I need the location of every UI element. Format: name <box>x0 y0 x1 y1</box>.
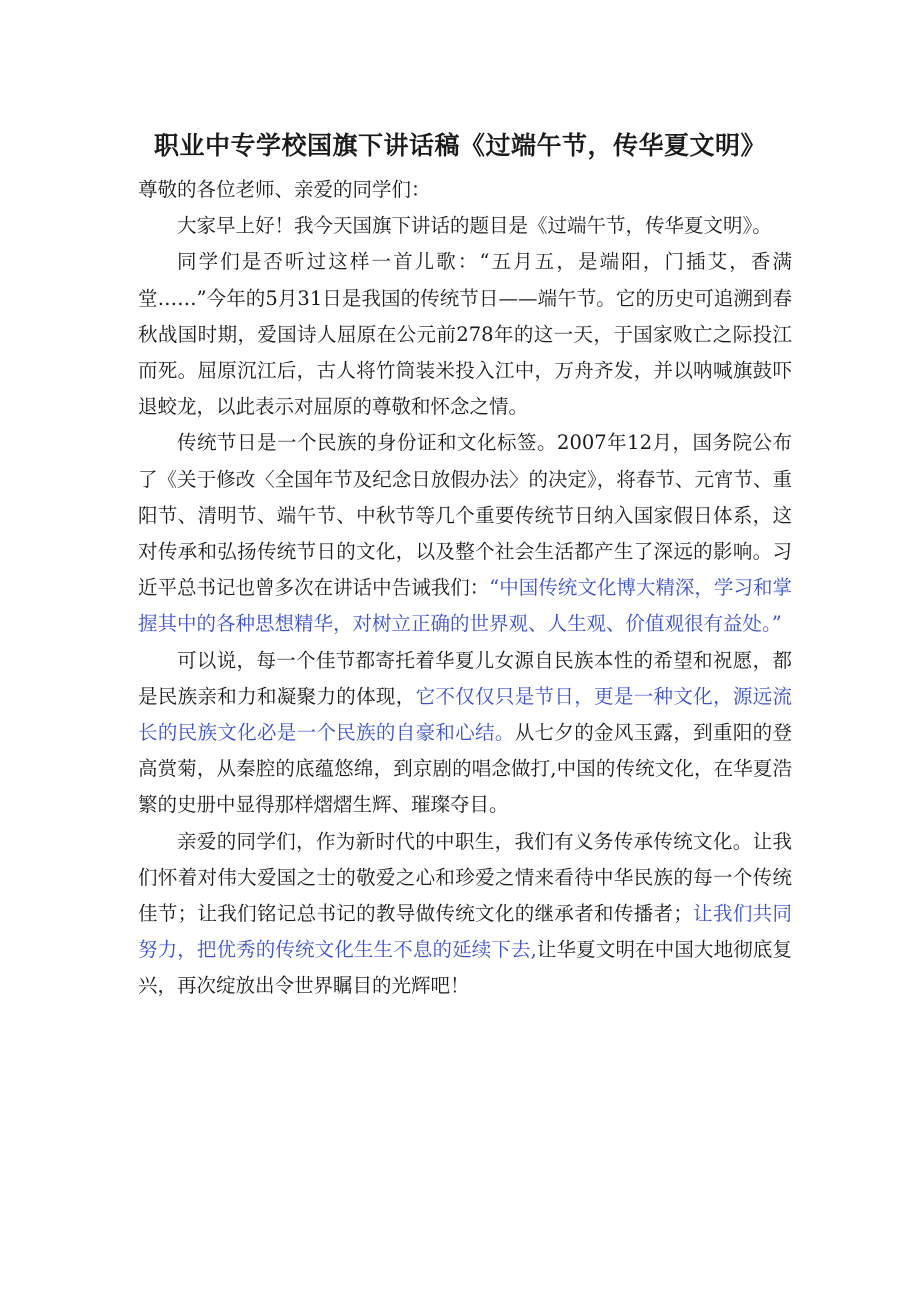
paragraph-greeting: 大家早上好！我今天国旗下讲话的题目是《过端午节，传华夏文明》。 <box>177 214 772 238</box>
highlighted-quote: “中国传统文化博大精深，学习和掌握其中的各种思想精华，对树立正确的世界观、人生观、价值观很有益处。” <box>138 576 792 636</box>
document-title: 职业中专学校国旗下讲话稿《过端午节，传华夏文明》 <box>153 131 766 160</box>
paragraph-text: 传统节日是一个民族的身份证和文化标签。2007年12月，国务院公布了《关于修改〈全国年节及纪念日放假办法〉的决定》，将春节、元宵节、重阳节、清明节、端午节、中秋节等几个重要传统节日纳入国家假日体系，这对传承和弘扬传统节日的文化，以及整个社会生活都产生了深远的影响。习近平总书记也曾多次在讲话中告诫我们： <box>138 431 792 600</box>
paragraph-dragon-boat-origin: 同学们是否听过这样一首儿歌：“五月五，是端阳，门插艾，香满堂……”今年的5月31日是我国的传统节日——端午节。它的历史可追溯到春秋战国时期，爱国诗人屈原在公元前278年的这一天，于国家败亡之际投江而死。屈原沉江后，古人将竹筒装米投入江中，万舟齐发，并以呐喊旗鼓吓退蛟龙，以此表示对屈原的尊敬和怀念之情。 <box>138 250 792 419</box>
paragraph-text: 让华夏文明在中国大地彻底复兴，再次绽放出令世界瞩目的光辉吧！ <box>138 938 792 998</box>
highlighted-text: 它不仅仅只是节日，更是一种文化，源远流长的民族文化必是一个民族的自豪和心结。 <box>138 684 792 745</box>
document-body <box>138 172 792 1005</box>
paragraph-festival-culture <box>138 643 792 824</box>
highlighted-text: 让我们共同努力，把优秀的传统文化生生不息的延续下去, <box>138 902 792 962</box>
paragraph-text: 从七夕的金风玉露，到重阳的登高赏菊，从秦腔的底蕴悠绵，到京剧的唱念做打,中国的传统文化，在华夏浩繁的史册中显得那样熠熠生辉、璀璨夺目。 <box>138 721 792 817</box>
paragraph-traditional-festivals <box>138 425 792 642</box>
salutation: 尊敬的各位老师、亲爱的同学们： <box>138 178 431 201</box>
paragraph-text: 亲爱的同学们，作为新时代的中职生，我们有义务传承传统文化。让我们怀着对伟大爱国之士的敬爱之心和珍爱之情来看待中华民族的每一个传统佳节；让我们铭记总书记的教导做传统文化的继承者和传播者； <box>138 829 792 926</box>
paragraph-call-to-action <box>138 824 792 1005</box>
paragraph-text: 可以说，每一个佳节都寄托着华夏儿女源自民族本性的希望和祝愿，都是民族亲和力和凝聚力的体现， <box>138 648 792 708</box>
